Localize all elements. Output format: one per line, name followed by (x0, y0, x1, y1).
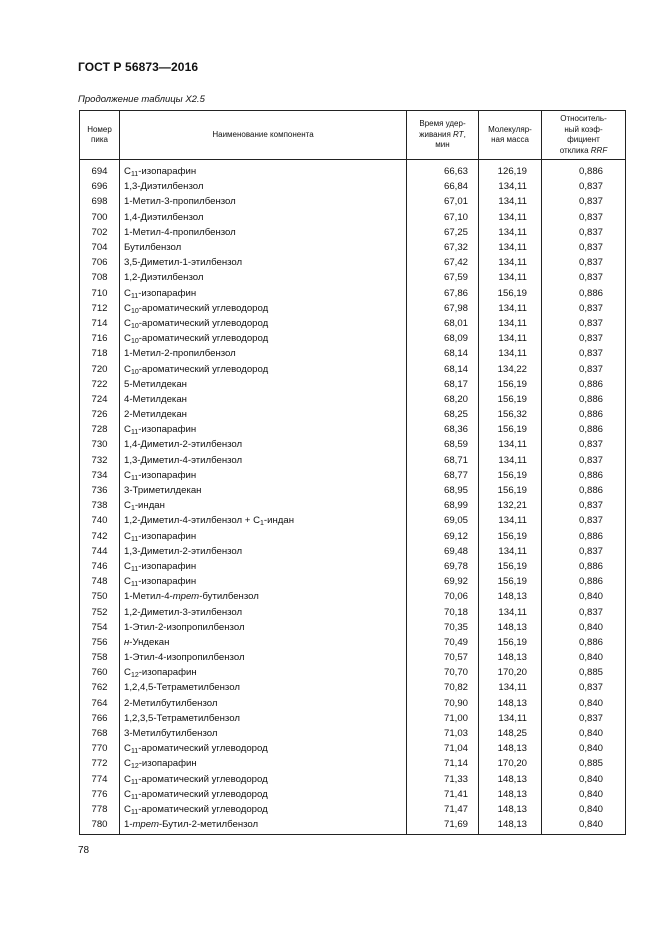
component-name-cell: $C_{12}$-изопарафин (120, 665, 407, 680)
component-name-cell: $C_{11}$-ароматический углеводород (120, 772, 407, 787)
retention-time-cell: 70,18 (407, 604, 479, 619)
component-name-cell: Бутилбензол (120, 240, 407, 255)
component-name-cell: н-Ундекан (120, 635, 407, 650)
component-name-cell: $C_{10}$-ароматический углеводород (120, 331, 407, 346)
rrf-cell: 0,886 (542, 422, 626, 437)
component-name-cell: 1-трет-Бутил-2-метилбензол (120, 817, 407, 835)
table-row (80, 407, 626, 422)
molar-mass-cell: 156,32 (479, 407, 542, 422)
table-row (80, 817, 626, 835)
header-rrf: Относитель- ный коэф- фициент отклика RRF (542, 111, 626, 160)
page-number: 78 (78, 845, 90, 856)
table-row (80, 225, 626, 240)
retention-time-cell: 68,14 (407, 361, 479, 376)
component-name-cell: 1,3-Диметил-2-этилбензол (120, 544, 407, 559)
molar-mass-cell: 170,20 (479, 756, 542, 771)
rrf-cell: 0,886 (542, 559, 626, 574)
peak-number-cell: 724 (80, 392, 120, 407)
retention-time-cell: 71,03 (407, 726, 479, 741)
table-row (80, 179, 626, 194)
molar-mass-cell: 156,19 (479, 635, 542, 650)
table-header (80, 111, 626, 160)
molar-mass-cell: 126,19 (479, 160, 542, 180)
molar-mass-cell: 148,13 (479, 620, 542, 635)
peak-number-cell: 742 (80, 529, 120, 544)
table-row (80, 422, 626, 437)
rrf-cell: 0,837 (542, 346, 626, 361)
table-row (80, 160, 626, 180)
table-row (80, 377, 626, 392)
peak-number-cell: 704 (80, 240, 120, 255)
molar-mass-cell: 156,19 (479, 422, 542, 437)
table-row (80, 787, 626, 802)
retention-time-cell: 70,82 (407, 680, 479, 695)
rrf-cell: 0,840 (542, 589, 626, 604)
peak-number-cell: 694 (80, 160, 120, 180)
table-row (80, 210, 626, 225)
molar-mass-cell: 134,11 (479, 210, 542, 225)
rrf-cell: 0,886 (542, 377, 626, 392)
molar-mass-cell: 134,11 (479, 453, 542, 468)
rrf-cell: 0,886 (542, 468, 626, 483)
retention-time-cell: 67,32 (407, 240, 479, 255)
molar-mass-cell: 156,19 (479, 468, 542, 483)
component-name-cell: 1,4-Диметил-2-этилбензол (120, 437, 407, 452)
rrf-cell: 0,886 (542, 483, 626, 498)
retention-time-cell: 71,69 (407, 817, 479, 835)
peak-number-cell: 768 (80, 726, 120, 741)
molar-mass-cell: 148,13 (479, 741, 542, 756)
rrf-cell: 0,840 (542, 650, 626, 665)
retention-time-cell: 69,92 (407, 574, 479, 589)
component-name-cell: $C_{11}$-изопарафин (120, 286, 407, 301)
component-name-cell: $C_{10}$-ароматический углеводород (120, 361, 407, 376)
retention-time-cell: 71,33 (407, 772, 479, 787)
retention-time-cell: 70,49 (407, 635, 479, 650)
molar-mass-cell: 134,11 (479, 680, 542, 695)
rrf-cell: 0,837 (542, 513, 626, 528)
component-name-cell: 1-Метил-2-пропилбензол (120, 346, 407, 361)
retention-time-cell: 68,59 (407, 437, 479, 452)
component-name-cell: $C_1$-индан (120, 498, 407, 513)
table-row (80, 240, 626, 255)
peak-number-cell: 714 (80, 316, 120, 331)
component-name-cell: 1-Этил-2-изопропилбензол (120, 620, 407, 635)
rrf-cell: 0,837 (542, 361, 626, 376)
component-name-cell: 4-Метилдекан (120, 392, 407, 407)
table-row (80, 437, 626, 452)
rrf-cell: 0,837 (542, 270, 626, 285)
molar-mass-cell: 148,13 (479, 650, 542, 665)
peak-number-cell: 738 (80, 498, 120, 513)
molar-mass-cell: 170,20 (479, 665, 542, 680)
retention-time-cell: 66,63 (407, 160, 479, 180)
rrf-cell: 0,840 (542, 696, 626, 711)
peak-number-cell: 774 (80, 772, 120, 787)
component-name-cell: 1,4-Диэтилбензол (120, 210, 407, 225)
table-row (80, 316, 626, 331)
peak-number-cell: 726 (80, 407, 120, 422)
retention-time-cell: 71,41 (407, 787, 479, 802)
rrf-cell: 0,837 (542, 210, 626, 225)
molar-mass-cell: 134,11 (479, 255, 542, 270)
molar-mass-cell: 148,25 (479, 726, 542, 741)
rrf-cell: 0,837 (542, 301, 626, 316)
rrf-cell: 0,840 (542, 726, 626, 741)
rrf-cell: 0,837 (542, 604, 626, 619)
retention-time-cell: 67,10 (407, 210, 479, 225)
component-name-cell: 1-Этил-4-изопропилбензол (120, 650, 407, 665)
retention-time-cell: 66,84 (407, 179, 479, 194)
table-row (80, 756, 626, 771)
component-name-cell: 1,3-Диэтилбензол (120, 179, 407, 194)
table-row (80, 529, 626, 544)
molar-mass-cell: 132,21 (479, 498, 542, 513)
peak-number-cell: 732 (80, 453, 120, 468)
peak-number-cell: 728 (80, 422, 120, 437)
retention-time-cell: 71,14 (407, 756, 479, 771)
peak-number-cell: 762 (80, 680, 120, 695)
molar-mass-cell: 156,19 (479, 286, 542, 301)
table-row (80, 483, 626, 498)
rrf-cell: 0,837 (542, 498, 626, 513)
molar-mass-cell: 156,19 (479, 377, 542, 392)
rrf-cell: 0,837 (542, 711, 626, 726)
component-name-cell: $C_{11}$-ароматический углеводород (120, 787, 407, 802)
table-row (80, 453, 626, 468)
rrf-cell: 0,837 (542, 179, 626, 194)
table-row (80, 301, 626, 316)
retention-time-cell: 70,06 (407, 589, 479, 604)
peak-number-cell: 756 (80, 635, 120, 650)
rrf-cell: 0,840 (542, 772, 626, 787)
table-row (80, 361, 626, 376)
component-name-cell: 1,2,4,5-Тетраметилбензол (120, 680, 407, 695)
rrf-cell: 0,840 (542, 741, 626, 756)
table-row (80, 574, 626, 589)
retention-time-cell: 67,98 (407, 301, 479, 316)
component-name-cell: $C_{10}$-ароматический углеводород (120, 301, 407, 316)
rrf-cell: 0,837 (542, 316, 626, 331)
molar-mass-cell: 134,11 (479, 331, 542, 346)
table-row (80, 696, 626, 711)
header-peak-number: Номер пика (80, 111, 120, 160)
molar-mass-cell: 134,11 (479, 301, 542, 316)
peak-number-cell: 708 (80, 270, 120, 285)
retention-time-cell: 69,78 (407, 559, 479, 574)
molar-mass-cell: 134,11 (479, 437, 542, 452)
table-row (80, 741, 626, 756)
molar-mass-cell: 156,19 (479, 392, 542, 407)
molar-mass-cell: 148,13 (479, 772, 542, 787)
table-row (80, 680, 626, 695)
retention-time-cell: 67,25 (407, 225, 479, 240)
component-name-cell: $C_{11}$-изопарафин (120, 574, 407, 589)
table-row (80, 650, 626, 665)
retention-time-cell: 70,35 (407, 620, 479, 635)
molar-mass-cell: 148,13 (479, 696, 542, 711)
table-row (80, 772, 626, 787)
molar-mass-cell: 134,11 (479, 346, 542, 361)
table-row (80, 194, 626, 209)
molar-mass-cell: 134,11 (479, 240, 542, 255)
table-row (80, 620, 626, 635)
component-name-cell: 1,3-Диметил-4-этилбензол (120, 453, 407, 468)
retention-time-cell: 68,14 (407, 346, 479, 361)
rrf-cell: 0,886 (542, 407, 626, 422)
molar-mass-cell: 134,11 (479, 194, 542, 209)
data-table (79, 110, 626, 835)
molar-mass-cell: 134,11 (479, 179, 542, 194)
molar-mass-cell: 134,11 (479, 270, 542, 285)
peak-number-cell: 764 (80, 696, 120, 711)
rrf-cell: 0,886 (542, 529, 626, 544)
retention-time-cell: 69,12 (407, 529, 479, 544)
table-row (80, 346, 626, 361)
table-caption: Продолжение таблицы X2.5 (78, 94, 205, 105)
molar-mass-cell: 148,13 (479, 787, 542, 802)
table-row (80, 286, 626, 301)
molar-mass-cell: 134,11 (479, 316, 542, 331)
retention-time-cell: 68,95 (407, 483, 479, 498)
molar-mass-cell: 134,22 (479, 361, 542, 376)
component-name-cell: 3-Метилбутилбензол (120, 726, 407, 741)
molar-mass-cell: 156,19 (479, 574, 542, 589)
retention-time-cell: 68,99 (407, 498, 479, 513)
molar-mass-cell: 156,19 (479, 559, 542, 574)
rrf-cell: 0,837 (542, 194, 626, 209)
retention-time-cell: 69,48 (407, 544, 479, 559)
rrf-cell: 0,840 (542, 817, 626, 835)
retention-time-cell: 67,42 (407, 255, 479, 270)
molar-mass-cell: 134,11 (479, 225, 542, 240)
molar-mass-cell: 134,11 (479, 711, 542, 726)
table-body (80, 160, 626, 835)
rrf-cell: 0,886 (542, 574, 626, 589)
molar-mass-cell: 156,19 (479, 483, 542, 498)
rrf-cell: 0,886 (542, 635, 626, 650)
peak-number-cell: 778 (80, 802, 120, 817)
table-row (80, 331, 626, 346)
peak-number-cell: 744 (80, 544, 120, 559)
peak-number-cell: 740 (80, 513, 120, 528)
rrf-cell: 0,837 (542, 680, 626, 695)
peak-number-cell: 770 (80, 741, 120, 756)
rrf-cell: 0,837 (542, 255, 626, 270)
retention-time-cell: 68,71 (407, 453, 479, 468)
component-name-cell: 1,2-Диэтилбензол (120, 270, 407, 285)
table-row (80, 513, 626, 528)
retention-time-cell: 71,47 (407, 802, 479, 817)
peak-number-cell: 696 (80, 179, 120, 194)
component-name-cell: 1,2,3,5-Тетраметилбензол (120, 711, 407, 726)
retention-time-cell: 70,57 (407, 650, 479, 665)
retention-time-cell: 68,20 (407, 392, 479, 407)
table-row (80, 711, 626, 726)
component-name-cell: 3-Триметилдекан (120, 483, 407, 498)
molar-mass-cell: 148,13 (479, 817, 542, 835)
rrf-cell: 0,837 (542, 240, 626, 255)
rrf-cell: 0,837 (542, 225, 626, 240)
retention-time-cell: 68,09 (407, 331, 479, 346)
table-row (80, 604, 626, 619)
component-name-cell: 1,2-Диметил-3-этилбензол (120, 604, 407, 619)
peak-number-cell: 716 (80, 331, 120, 346)
component-name-cell: 1-Метил-3-пропилбензол (120, 194, 407, 209)
peak-number-cell: 776 (80, 787, 120, 802)
peak-number-cell: 780 (80, 817, 120, 835)
peak-number-cell: 702 (80, 225, 120, 240)
molar-mass-cell: 148,13 (479, 589, 542, 604)
rrf-cell: 0,885 (542, 665, 626, 680)
component-name-cell: $C_{11}$-изопарафин (120, 529, 407, 544)
peak-number-cell: 758 (80, 650, 120, 665)
rrf-cell: 0,886 (542, 392, 626, 407)
rrf-cell: 0,840 (542, 620, 626, 635)
peak-number-cell: 710 (80, 286, 120, 301)
retention-time-cell: 67,59 (407, 270, 479, 285)
table-row (80, 544, 626, 559)
component-name-cell: 3,5-Диметил-1-этилбензол (120, 255, 407, 270)
component-name-cell: 1-Метил-4-трет-бутилбензол (120, 589, 407, 604)
component-name-cell: $C_{11}$-изопарафин (120, 559, 407, 574)
component-name-cell: 5-Метилдекан (120, 377, 407, 392)
retention-time-cell: 70,90 (407, 696, 479, 711)
component-name-cell: $C_{12}$-изопарафин (120, 756, 407, 771)
molar-mass-cell: 134,11 (479, 604, 542, 619)
table-row (80, 559, 626, 574)
rrf-cell: 0,837 (542, 331, 626, 346)
peak-number-cell: 752 (80, 604, 120, 619)
component-name-cell: $C_{11}$-изопарафин (120, 422, 407, 437)
peak-number-cell: 700 (80, 210, 120, 225)
table-row (80, 665, 626, 680)
retention-time-cell: 70,70 (407, 665, 479, 680)
component-name-cell: $C_{11}$-ароматический углеводород (120, 741, 407, 756)
header-retention-time: Время удер- живания RT, мин (407, 111, 479, 160)
rrf-cell: 0,837 (542, 437, 626, 452)
retention-time-cell: 71,00 (407, 711, 479, 726)
component-name-cell: $C_{11}$-изопарафин (120, 160, 407, 180)
molar-mass-cell: 134,11 (479, 513, 542, 528)
peak-number-cell: 734 (80, 468, 120, 483)
retention-time-cell: 69,05 (407, 513, 479, 528)
retention-time-cell: 67,01 (407, 194, 479, 209)
table-row (80, 498, 626, 513)
molar-mass-cell: 134,11 (479, 544, 542, 559)
retention-time-cell: 67,86 (407, 286, 479, 301)
component-name-cell: 2-Метилбутилбензол (120, 696, 407, 711)
rrf-cell: 0,885 (542, 756, 626, 771)
component-name-cell: 2-Метилдекан (120, 407, 407, 422)
rrf-cell: 0,837 (542, 544, 626, 559)
retention-time-cell: 68,17 (407, 377, 479, 392)
peak-number-cell: 712 (80, 301, 120, 316)
header-component-name: Наименование компонента (120, 111, 407, 160)
peak-number-cell: 718 (80, 346, 120, 361)
peak-number-cell: 750 (80, 589, 120, 604)
table-row (80, 635, 626, 650)
rrf-cell: 0,840 (542, 787, 626, 802)
table-row (80, 726, 626, 741)
component-name-cell: 1,2-Диметил-4-этилбензол + $C_1$-индан (120, 513, 407, 528)
peak-number-cell: 720 (80, 361, 120, 376)
retention-time-cell: 68,36 (407, 422, 479, 437)
retention-time-cell: 68,77 (407, 468, 479, 483)
peak-number-cell: 766 (80, 711, 120, 726)
retention-time-cell: 68,25 (407, 407, 479, 422)
peak-number-cell: 698 (80, 194, 120, 209)
table-row (80, 270, 626, 285)
peak-number-cell: 706 (80, 255, 120, 270)
peak-number-cell: 746 (80, 559, 120, 574)
component-name-cell: $C_{10}$-ароматический углеводород (120, 316, 407, 331)
table-row (80, 589, 626, 604)
peak-number-cell: 722 (80, 377, 120, 392)
rrf-cell: 0,837 (542, 453, 626, 468)
peak-number-cell: 730 (80, 437, 120, 452)
component-name-cell: $C_{11}$-изопарафин (120, 468, 407, 483)
header-molar-mass: Молекуляр- ная масса (479, 111, 542, 160)
peak-number-cell: 760 (80, 665, 120, 680)
retention-time-cell: 68,01 (407, 316, 479, 331)
table-row (80, 468, 626, 483)
molar-mass-cell: 156,19 (479, 529, 542, 544)
peak-number-cell: 736 (80, 483, 120, 498)
component-name-cell: 1-Метил-4-пропилбензол (120, 225, 407, 240)
retention-time-cell: 71,04 (407, 741, 479, 756)
molar-mass-cell: 148,13 (479, 802, 542, 817)
peak-number-cell: 754 (80, 620, 120, 635)
table-row (80, 255, 626, 270)
peak-number-cell: 748 (80, 574, 120, 589)
table-row (80, 802, 626, 817)
peak-number-cell: 772 (80, 756, 120, 771)
rrf-cell: 0,886 (542, 160, 626, 180)
component-name-cell: $C_{11}$-ароматический углеводород (120, 802, 407, 817)
rrf-cell: 0,886 (542, 286, 626, 301)
rrf-cell: 0,840 (542, 802, 626, 817)
table-row (80, 392, 626, 407)
document-title: ГОСТ Р 56873—2016 (78, 60, 199, 74)
